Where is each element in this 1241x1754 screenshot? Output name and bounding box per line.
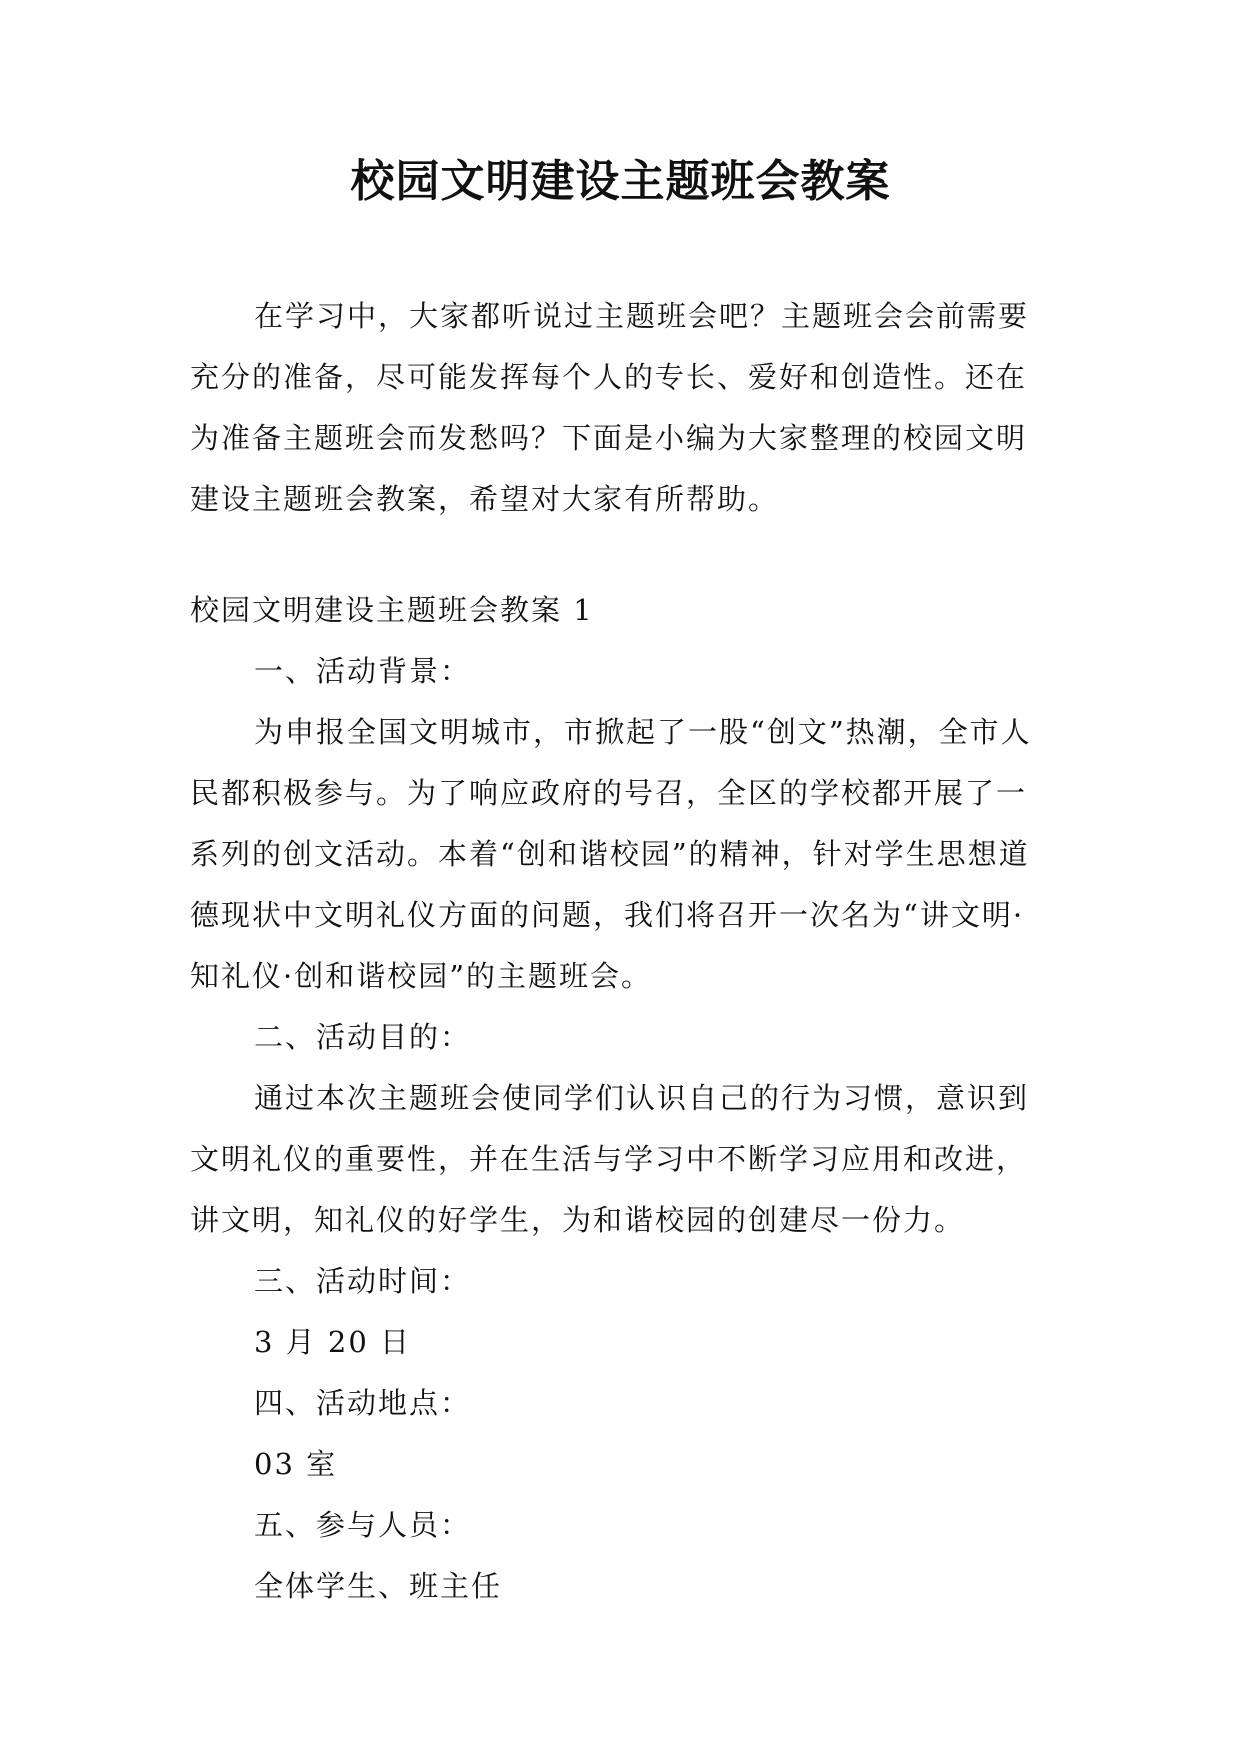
purpose-heading: 二、活动目的：: [254, 1020, 472, 1054]
document-body: [190, 286, 1052, 1617]
time-heading: 三、活动时间：: [254, 1264, 472, 1298]
location-value: 03 室: [254, 1447, 338, 1481]
background-paragraph: 为申报全国文明城市，市掀起了一股“创文”热潮，全市人民都积极参与。为了响应政府的号召，全区的学校都开展了一系列的创文活动。本着“创和谐校园”的精神，针对学生思想道德现状中文明礼仪方面的问题，我们将召开一次名为“讲文明·知礼仪·创和谐校园”的主题班会。: [190, 715, 1032, 993]
purpose-paragraph: 通过本次主题班会使同学们认识自己的行为习惯，意识到文明礼仪的重要性，并在生活与学习中不断学习应用和改进，讲文明，知礼仪的好学生，为和谐校园的创建尽一份力。: [190, 1081, 1030, 1237]
intro-paragraph: 在学习中，大家都听说过主题班会吧？主题班会会前需要充分的准备，尽可能发挥每个人的专长、爱好和创造性。还在为准备主题班会而发愁吗？下面是小编为大家整理的校园文明建设主题班会教案，希望对大家有所帮助。: [190, 299, 1030, 516]
document-title: 校园文明建设主题班会教案: [350, 156, 891, 207]
location-heading: 四、活动地点：: [254, 1386, 472, 1420]
participants-value: 全体学生、班主任: [254, 1569, 503, 1603]
section-heading: 校园文明建设主题班会教案 1: [190, 593, 594, 627]
background-heading: 一、活动背景：: [254, 654, 472, 688]
time-value: 3 月 20 日: [254, 1325, 412, 1359]
participants-heading: 五、参与人员：: [254, 1508, 472, 1542]
